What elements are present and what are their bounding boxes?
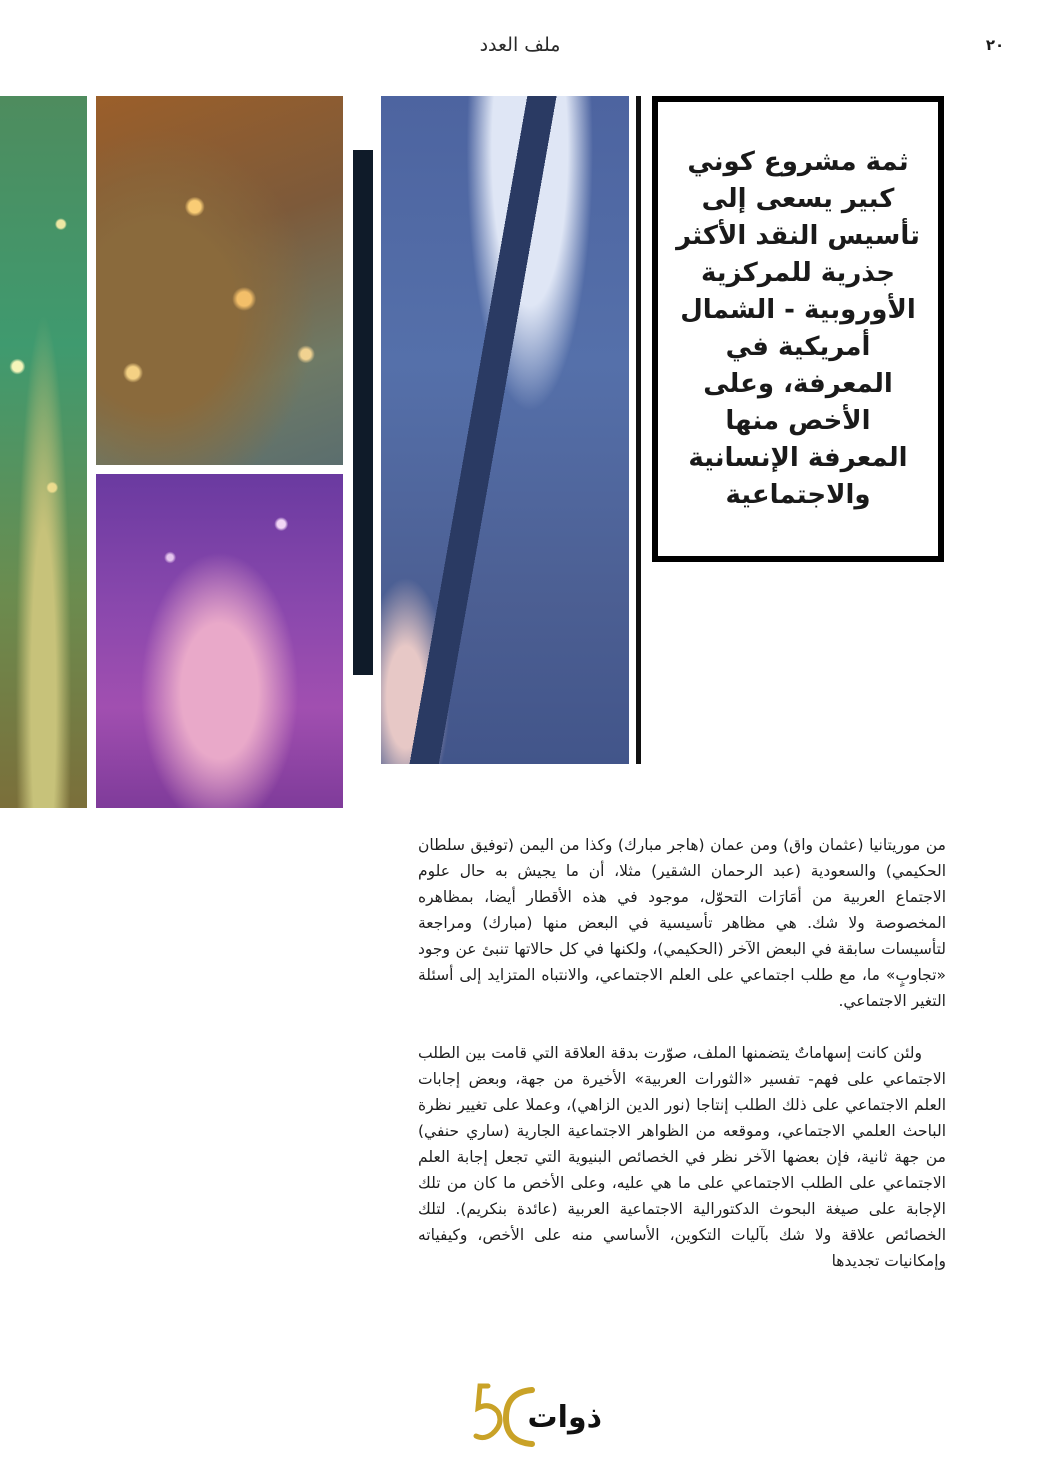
decorative-dark-bar [353, 150, 373, 675]
pull-quote-text: ثمة مشروع كوني كبير يسعى إلى تأسيس النقد الأكثر جذرية للمركزية الأوروبية - الشمال أمريكية في المعرفة، وعلى الأخص منها المعرفة الإنسانية والاجتماعية [676, 147, 920, 510]
dhawat-logo [470, 1378, 610, 1448]
pull-quote-box [652, 96, 944, 562]
article-body [418, 832, 946, 1274]
article-paragraph-1: من موريتانيا (عثمان واق) ومن عمان (هاجر مبارك) وكذا من اليمن (توفيق سلطان الحكيمي) والسعودية (عبد الرحمان الشقير) مثلا، أن ما يجيش به حال علوم الاجتماع العربية من أمَارَات التحوّل، موجود في هذه الأقطار أيضا، بمظاهره المخصوصة ولا شك. هي مظاهر تأسيسية في البعض منها (مبارك) ومراجعة لتأسيسات سابقة في البعض الآخر (الحكيمي)، ولكنها في كل حالاتها تنبئ عن وجود «تجاوبٍ» ما، مع طلب اجتماعي على العلم الاجتماعي، والانتباه المتزايد إلى أسئلة التغير الاجتماعي. [418, 836, 946, 1010]
section-title: ملف العدد [479, 34, 561, 56]
network-hand-orange-image [96, 96, 343, 465]
article-paragraph-2: ولئن كانت إسهاماتٌ يتضمنها الملف، صوّرت بدقة العلاقة التي قامت بين الطلب الاجتماعي على فهم- تفسير «الثورات العربية» الأخيرة من جهة، وبعض إجابات العلم الاجتماعي على ذلك الطلب إنتاجا (نور الدين الزاهي)، وعملا على تغيير نظرة الباحث العلمي الاجتماعي، وموقعه من الظواهر الاجتماعية الجارية (ساري حنفي) من جهة ثانية، فإن بعضها الآخر نظر في الخصائص البنيوية التي تجعل إجابة العلم الاجتماعي على الطلب الاجتماعي على ما هي عليه، وعلى الأخص ما كان من تلك الإجابة على صيغة البحوث الدكتورالية الاجتماعية العربية (عائدة بنكريم). لتلك الخصائص علاقة ولا شك بآليات التكوين، الأساسي منه على الأخص، وكيفياته وإمكانيات تجديدها [418, 1044, 946, 1270]
page-number: ٢٠ [985, 36, 1005, 54]
logo-text: ذوات [527, 1400, 602, 1435]
network-hand-purple-image [96, 474, 343, 808]
network-hand-green-image [0, 96, 87, 808]
businessman-suit-image [381, 96, 629, 764]
decorative-thin-bar [636, 96, 641, 764]
